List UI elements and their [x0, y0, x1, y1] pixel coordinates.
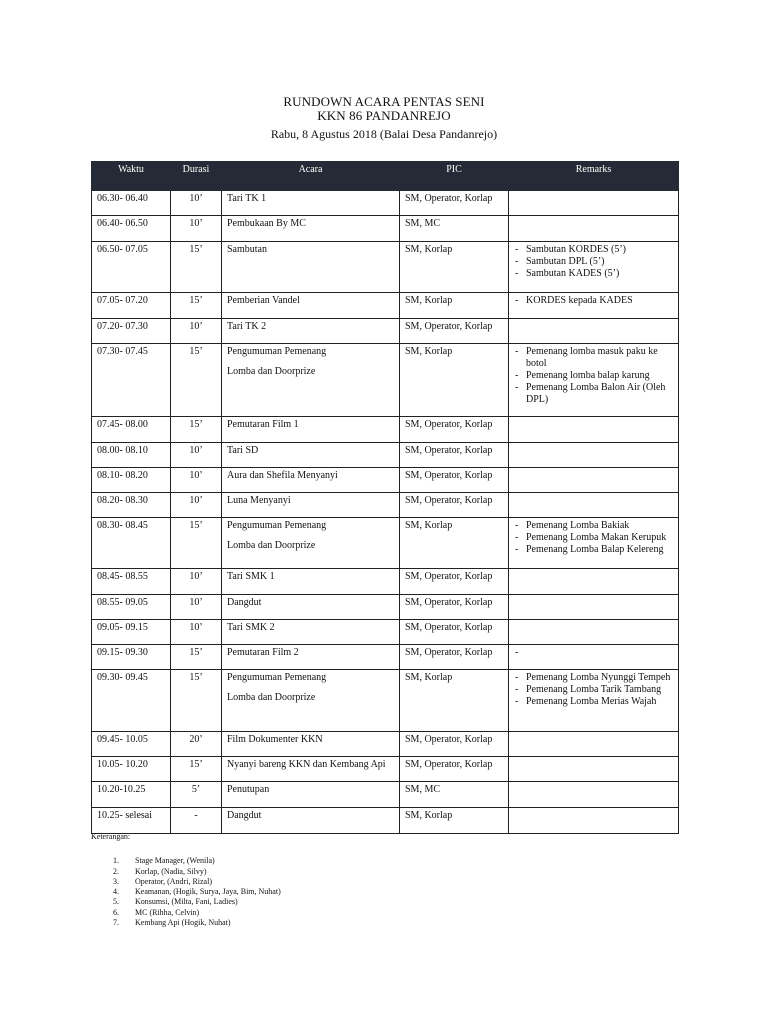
cell-waktu: 09.45- 10.05	[92, 732, 171, 757]
cell-remarks	[509, 293, 679, 319]
acara-line: Film Dokumenter KKN	[227, 734, 323, 745]
table-header-row	[92, 162, 679, 191]
table-row	[92, 645, 679, 670]
cell-waktu: 08.20- 08.30	[92, 493, 171, 518]
acara-line: Pengumuman Pemenang	[227, 346, 327, 357]
note-text: Kembang Api (Hogik, Nuhat)	[135, 918, 231, 928]
table-row	[92, 191, 679, 216]
cell-pic: SM, Operator, Korlap	[400, 493, 509, 518]
acara-line: Lomba dan Doorprize	[227, 366, 316, 377]
table-row	[92, 468, 679, 493]
cell-pic: SM, Operator, Korlap	[400, 645, 509, 670]
table-row	[92, 417, 679, 443]
remark-item: - Pemenang Lomba Tarik Tambang	[514, 684, 673, 696]
cell-waktu: 08.00- 08.10	[92, 443, 171, 468]
note-number: 1.	[113, 856, 119, 866]
remarks-list	[514, 346, 673, 406]
table-row	[92, 670, 679, 732]
acara-line: Dangdut	[227, 810, 262, 821]
cell-durasi: 10’	[171, 493, 222, 518]
remark-item: - Pemenang Lomba Nyunggi Tempeh	[514, 672, 673, 684]
acara-line: Lomba dan Doorprize	[227, 692, 316, 703]
cell-durasi: 15’	[171, 670, 222, 732]
table-row	[92, 493, 679, 518]
cell-acara	[222, 732, 400, 757]
cell-waktu: 07.45- 08.00	[92, 417, 171, 443]
remark-item: - Sambutan DPL (5’)	[514, 256, 673, 268]
cell-acara	[222, 620, 400, 645]
cell-pic: SM, Operator, Korlap	[400, 732, 509, 757]
cell-waktu: 08.10- 08.20	[92, 468, 171, 493]
notes-heading: Keterangan:	[91, 832, 131, 841]
note-item	[91, 867, 281, 877]
cell-remarks	[509, 443, 679, 468]
cell-acara	[222, 191, 400, 216]
cell-pic: SM, Operator, Korlap	[400, 443, 509, 468]
note-item	[91, 856, 281, 866]
cell-acara	[222, 595, 400, 620]
cell-durasi: 10’	[171, 319, 222, 344]
cell-pic: SM, Korlap	[400, 344, 509, 417]
column-header-waktu: Waktu	[92, 162, 171, 191]
cell-pic: SM, Korlap	[400, 808, 509, 834]
acara-line: Tari TK 2	[227, 321, 267, 332]
cell-waktu: 08.30- 08.45	[92, 518, 171, 569]
cell-acara	[222, 569, 400, 595]
notes-list	[91, 856, 281, 928]
cell-remarks	[509, 569, 679, 595]
remarks-list	[514, 520, 673, 556]
cell-durasi: 10’	[171, 595, 222, 620]
note-number: 7.	[113, 918, 119, 928]
cell-durasi: 10’	[171, 216, 222, 242]
cell-waktu: 08.45- 08.55	[92, 569, 171, 595]
note-number: 3.	[113, 876, 119, 886]
rundown-table	[91, 161, 679, 834]
acara-line: Pengumuman Pemenang	[227, 520, 327, 531]
cell-durasi: 10’	[171, 569, 222, 595]
cell-durasi: 15’	[171, 757, 222, 782]
cell-remarks	[509, 319, 679, 344]
remarks-list	[514, 295, 673, 307]
cell-waktu: 09.30- 09.45	[92, 670, 171, 732]
cell-acara	[222, 344, 400, 417]
cell-pic: SM, Operator, Korlap	[400, 595, 509, 620]
cell-pic: SM, Korlap	[400, 518, 509, 569]
cell-acara	[222, 293, 400, 319]
remark-item: - Pemenang Lomba Balon Air (Oleh DPL)	[514, 382, 673, 406]
cell-waktu: 06.40- 06.50	[92, 216, 171, 242]
table-row	[92, 216, 679, 242]
remark-item: - Pemenang lomba balap karung	[514, 370, 673, 382]
cell-durasi: 15’	[171, 242, 222, 293]
cell-durasi: 10’	[171, 443, 222, 468]
table-row	[92, 595, 679, 620]
cell-remarks	[509, 620, 679, 645]
cell-pic: SM, Operator, Korlap	[400, 620, 509, 645]
acara-line: Sambutan	[227, 244, 267, 255]
cell-waktu: 06.30- 06.40	[92, 191, 171, 216]
cell-acara	[222, 493, 400, 518]
table-body	[92, 191, 679, 834]
cell-pic: SM, MC	[400, 782, 509, 808]
cell-waktu: 07.30- 07.45	[92, 344, 171, 417]
cell-remarks	[509, 242, 679, 293]
cell-durasi: 10’	[171, 191, 222, 216]
remark-item: - Pemenang Lomba Merias Wajah	[514, 696, 673, 708]
note-item	[91, 887, 281, 897]
cell-acara	[222, 417, 400, 443]
cell-waktu: 07.20- 07.30	[92, 319, 171, 344]
cell-acara	[222, 808, 400, 834]
cell-acara	[222, 443, 400, 468]
cell-waktu: 10.20-10.25	[92, 782, 171, 808]
acara-line: Tari TK 1	[227, 193, 267, 204]
cell-durasi: 10’	[171, 468, 222, 493]
table-row	[92, 293, 679, 319]
cell-pic: SM, Korlap	[400, 242, 509, 293]
cell-durasi: 15’	[171, 417, 222, 443]
cell-acara	[222, 782, 400, 808]
cell-pic: SM, Operator, Korlap	[400, 319, 509, 344]
acara-line: Pengumuman Pemenang	[227, 672, 327, 683]
acara-line: Aura dan Shefila Menyanyi	[227, 470, 338, 481]
note-text: Korlap, (Nadia, Silvy)	[135, 866, 207, 876]
acara-line: Tari SD	[227, 445, 259, 456]
cell-durasi: -	[171, 808, 222, 834]
cell-remarks	[509, 216, 679, 242]
cell-waktu: 09.15- 09.30	[92, 645, 171, 670]
cell-durasi: 15’	[171, 293, 222, 319]
remarks-list	[514, 672, 673, 708]
cell-remarks	[509, 732, 679, 757]
acara-line: Lomba dan Doorprize	[227, 540, 316, 551]
document-header	[0, 95, 768, 142]
cell-remarks	[509, 670, 679, 732]
cell-durasi: 5’	[171, 782, 222, 808]
note-item	[91, 908, 281, 918]
page-title: RUNDOWN ACARA PENTAS SENI	[283, 94, 485, 109]
cell-remarks	[509, 344, 679, 417]
cell-remarks	[509, 518, 679, 569]
cell-pic: SM, Operator, Korlap	[400, 468, 509, 493]
table-row	[92, 319, 679, 344]
cell-acara	[222, 645, 400, 670]
note-number: 4.	[113, 887, 119, 897]
cell-remarks	[509, 645, 679, 670]
cell-pic: SM, MC	[400, 216, 509, 242]
remark-item: - Sambutan KADES (5’)	[514, 268, 673, 280]
cell-durasi: 15’	[171, 645, 222, 670]
column-header-pic: PIC	[400, 162, 509, 191]
table-row	[92, 620, 679, 645]
table-row	[92, 757, 679, 782]
acara-line: Pemutaran Film 2	[227, 647, 299, 658]
cell-acara	[222, 670, 400, 732]
cell-waktu: 07.05- 07.20	[92, 293, 171, 319]
table-row	[92, 569, 679, 595]
page-title-line2: KKN 86 PANDANREJO	[317, 108, 451, 123]
acara-line: Pembukaan By MC	[227, 218, 306, 229]
acara-line: Pemberian Vandel	[227, 295, 300, 306]
cell-remarks	[509, 782, 679, 808]
cell-pic: SM, Korlap	[400, 670, 509, 732]
cell-remarks	[509, 757, 679, 782]
cell-pic: SM, Korlap	[400, 293, 509, 319]
note-item	[91, 918, 281, 928]
column-header-durasi: Durasi	[171, 162, 222, 191]
acara-line: Pemutaran Film 1	[227, 419, 299, 430]
table-row	[92, 518, 679, 569]
notes-section	[91, 832, 281, 928]
column-header-acara: Acara	[222, 162, 400, 191]
cell-durasi: 15’	[171, 344, 222, 417]
cell-waktu: 09.05- 09.15	[92, 620, 171, 645]
note-number: 2.	[113, 866, 119, 876]
note-item	[91, 877, 281, 887]
cell-remarks	[509, 595, 679, 620]
note-text: MC (Rihha, Celvin)	[135, 907, 200, 917]
cell-pic: SM, Operator, Korlap	[400, 417, 509, 443]
cell-durasi: 15’	[171, 518, 222, 569]
cell-waktu: 10.25- selesai	[92, 808, 171, 834]
table-row	[92, 782, 679, 808]
acara-line: Dangdut	[227, 597, 262, 608]
cell-acara	[222, 468, 400, 493]
cell-acara	[222, 216, 400, 242]
note-text: Konsumsi, (Milta, Fani, Ladies)	[135, 897, 238, 907]
remark-item: - Pemenang Lomba Bakiak	[514, 520, 673, 532]
remark-item: - KORDES kepada KADES	[514, 295, 673, 307]
table-row	[92, 732, 679, 757]
acara-line: Nyanyi bareng KKN dan Kembang Api	[227, 759, 386, 770]
cell-acara	[222, 319, 400, 344]
cell-pic: SM, Operator, Korlap	[400, 757, 509, 782]
page-subtitle: Rabu, 8 Agustus 2018 (Balai Desa Pandanrejo)	[270, 127, 498, 141]
acara-line: Tari SMK 2	[227, 622, 275, 633]
acara-line: Penutupan	[227, 784, 270, 795]
cell-remarks	[509, 191, 679, 216]
acara-line: Luna Menyanyi	[227, 495, 291, 506]
cell-remarks	[509, 808, 679, 834]
remark-item: - Pemenang lomba masuk paku ke botol	[514, 346, 673, 370]
cell-remarks	[509, 417, 679, 443]
cell-durasi: 20’	[171, 732, 222, 757]
cell-remarks	[509, 468, 679, 493]
remark-item: - Sambutan KORDES (5’)	[514, 244, 673, 256]
note-text: Stage Manager, (Wenila)	[135, 856, 215, 866]
table-row	[92, 344, 679, 417]
cell-waktu: 08.55- 09.05	[92, 595, 171, 620]
note-number: 6.	[113, 907, 119, 917]
table-row	[92, 242, 679, 293]
cell-acara	[222, 518, 400, 569]
note-text: Operator, (Andri, Rizal)	[135, 876, 212, 886]
cell-waktu: 10.05- 10.20	[92, 757, 171, 782]
cell-durasi: 10’	[171, 620, 222, 645]
cell-acara	[222, 242, 400, 293]
remark-item: - Pemenang Lomba Balap Kelereng	[514, 544, 673, 556]
cell-waktu: 06.50- 07.05	[92, 242, 171, 293]
table-row	[92, 808, 679, 834]
note-text: Keamanan, (Hogik, Surya, Jaya, Bim, Nuhat)	[135, 887, 281, 897]
cell-remarks	[509, 493, 679, 518]
remarks-list	[514, 244, 673, 280]
table-row	[92, 443, 679, 468]
note-item	[91, 897, 281, 907]
column-header-remarks: Remarks	[509, 162, 679, 191]
cell-pic: SM, Operator, Korlap	[400, 569, 509, 595]
cell-pic: SM, Operator, Korlap	[400, 191, 509, 216]
note-number: 5.	[113, 897, 119, 907]
remark-item: - Pemenang Lomba Makan Kerupuk	[514, 532, 673, 544]
acara-line: Tari SMK 1	[227, 571, 275, 582]
cell-acara	[222, 757, 400, 782]
